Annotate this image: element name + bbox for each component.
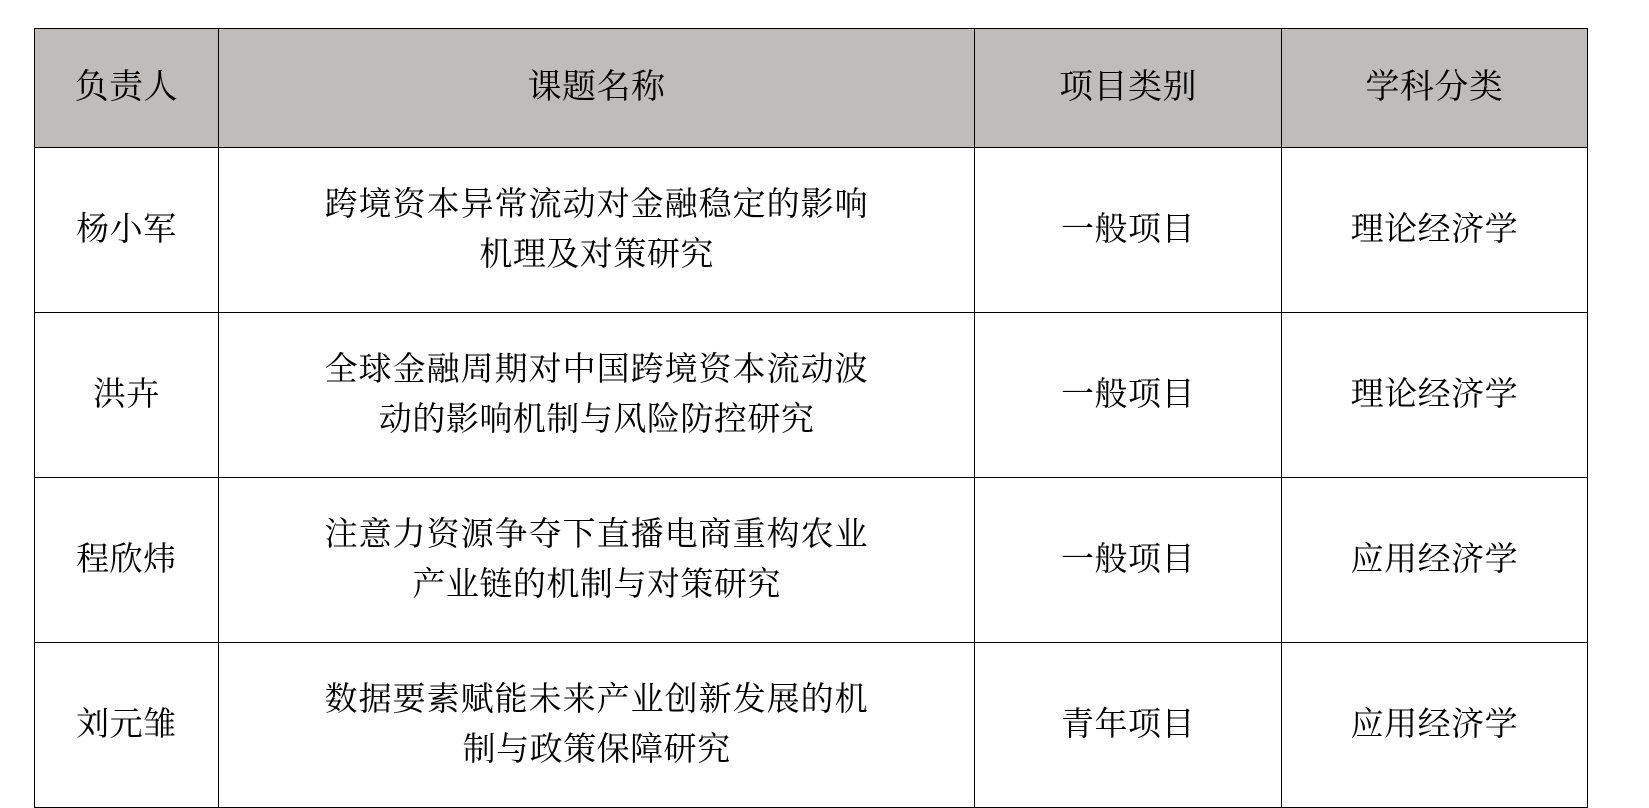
table-body xyxy=(35,148,1588,808)
cell-category: 一般项目 xyxy=(975,313,1281,478)
cell-discipline: 理论经济学 xyxy=(1281,313,1587,478)
projects-table xyxy=(34,28,1588,808)
cell-title xyxy=(218,643,975,808)
cell-title xyxy=(218,478,975,643)
cell-title-line: 全球金融周期对中国跨境资本流动波 xyxy=(324,351,869,388)
cell-category: 一般项目 xyxy=(975,148,1281,313)
cell-discipline: 理论经济学 xyxy=(1281,148,1587,313)
cell-category: 青年项目 xyxy=(975,643,1281,808)
cell-title-line: 动的影响机制与风险防控研究 xyxy=(378,402,815,438)
cell-discipline: 应用经济学 xyxy=(1281,643,1587,808)
table-header-row xyxy=(35,29,1588,148)
cell-title-line: 跨境资本异常流动对金融稳定的影响 xyxy=(324,186,869,223)
table-row xyxy=(35,313,1588,478)
cell-title-line: 产业链的机制与对策研究 xyxy=(412,567,781,603)
cell-owner: 杨小军 xyxy=(35,148,219,313)
column-header-discipline: 学科分类 xyxy=(1281,29,1587,148)
cell-title-line: 制与政策保障研究 xyxy=(462,732,731,768)
cell-title-line: 数据要素赋能未来产业创新发展的机 xyxy=(324,681,869,718)
column-header-category: 项目类别 xyxy=(975,29,1281,148)
table-header xyxy=(35,29,1588,148)
cell-title-line: 机理及对策研究 xyxy=(479,237,714,273)
cell-title xyxy=(218,148,975,313)
column-header-owner: 负责人 xyxy=(35,29,219,148)
cell-title xyxy=(218,313,975,478)
table-row xyxy=(35,148,1588,313)
cell-category: 一般项目 xyxy=(975,478,1281,643)
table-row xyxy=(35,643,1588,808)
cell-owner: 刘元雏 xyxy=(35,643,219,808)
cell-title-line: 注意力资源争夺下直播电商重构农业 xyxy=(324,516,869,553)
table-row xyxy=(35,478,1588,643)
cell-discipline: 应用经济学 xyxy=(1281,478,1587,643)
column-header-title: 课题名称 xyxy=(218,29,975,148)
cell-owner: 洪卉 xyxy=(35,313,219,478)
cell-owner: 程欣炜 xyxy=(35,478,219,643)
